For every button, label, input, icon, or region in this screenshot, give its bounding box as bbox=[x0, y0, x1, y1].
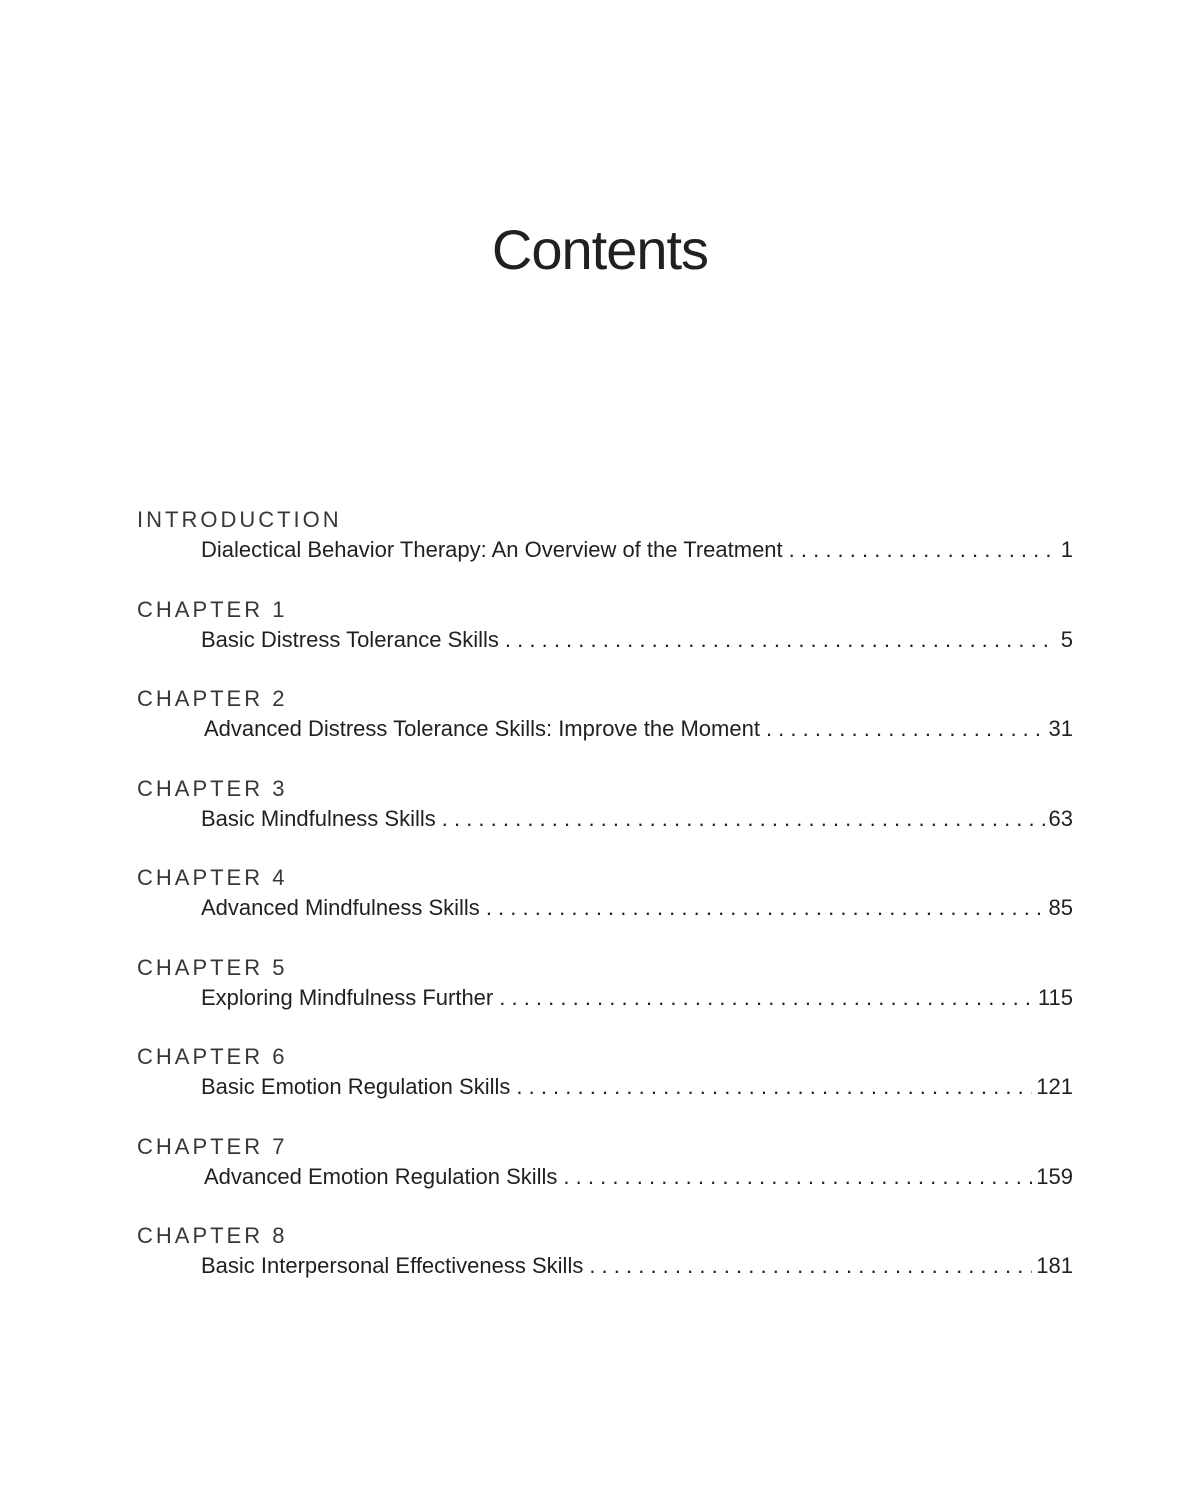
chapter-label: CHAPTER 1 bbox=[137, 596, 288, 622]
entry-line[interactable] bbox=[201, 983, 1073, 1013]
page-number: 63 bbox=[1048, 805, 1073, 831]
entry-line[interactable] bbox=[204, 1162, 1073, 1192]
entry-title: Basic Distress Tolerance Skills bbox=[201, 626, 499, 652]
dot-leader bbox=[499, 983, 1034, 1013]
page-number: 115 bbox=[1037, 984, 1073, 1010]
entry-line[interactable] bbox=[201, 804, 1073, 834]
dot-leader bbox=[563, 1162, 1032, 1192]
chapter-label: CHAPTER 8 bbox=[137, 1223, 288, 1248]
toc-entry-chapter-5[interactable] bbox=[137, 953, 1073, 1043]
dot-leader bbox=[516, 1072, 1032, 1102]
chapter-label: CHAPTER 2 bbox=[137, 686, 288, 711]
chapter-label: CHAPTER 7 bbox=[137, 1133, 288, 1159]
chapter-label: CHAPTER 3 bbox=[137, 775, 288, 801]
dot-leader bbox=[589, 1251, 1032, 1281]
toc-entry-chapter-8[interactable] bbox=[137, 1221, 1073, 1311]
dot-leader bbox=[789, 535, 1057, 565]
dot-leader bbox=[505, 625, 1057, 655]
toc-entry-chapter-4[interactable] bbox=[137, 863, 1073, 953]
entry-title: Exploring Mindfulness Further bbox=[201, 984, 494, 1010]
toc-entry-chapter-2[interactable] bbox=[137, 684, 1073, 774]
entry-title: Advanced Emotion Regulation Skills bbox=[204, 1163, 558, 1189]
toc-entry-chapter-7[interactable] bbox=[137, 1132, 1073, 1222]
entry-line[interactable] bbox=[201, 535, 1073, 565]
page-number: 31 bbox=[1048, 716, 1073, 741]
page-number: 85 bbox=[1048, 895, 1073, 920]
chapter-label: CHAPTER 4 bbox=[137, 865, 288, 890]
dot-leader bbox=[442, 804, 1045, 834]
chapter-label: CHAPTER 5 bbox=[137, 954, 288, 980]
entry-line[interactable] bbox=[201, 1072, 1073, 1102]
page-number: 5 bbox=[1060, 626, 1073, 652]
page-number: 121 bbox=[1036, 1074, 1073, 1099]
entry-title: Advanced Mindfulness Skills bbox=[201, 895, 480, 920]
page-number: 1 bbox=[1060, 537, 1073, 562]
page-title: Contents bbox=[491, 218, 709, 281]
toc-entry-chapter-6[interactable] bbox=[137, 1042, 1073, 1132]
entry-line[interactable] bbox=[204, 714, 1073, 744]
chapter-label: CHAPTER 6 bbox=[137, 1044, 288, 1069]
entry-title: Dialectical Behavior Therapy: An Overview of the Treatment bbox=[201, 537, 783, 562]
chapter-label: INTRODUCTION bbox=[137, 507, 342, 532]
toc-entry-introduction[interactable] bbox=[137, 505, 1073, 595]
entry-line[interactable] bbox=[201, 893, 1073, 923]
dot-leader bbox=[486, 893, 1045, 923]
entry-title: Basic Emotion Regulation Skills bbox=[201, 1074, 511, 1099]
dot-leader bbox=[766, 714, 1045, 744]
table-of-contents bbox=[137, 505, 1073, 1311]
toc-entry-chapter-1[interactable] bbox=[137, 595, 1073, 685]
entry-title: Basic Interpersonal Effectiveness Skills bbox=[201, 1253, 584, 1278]
page-number: 159 bbox=[1036, 1163, 1073, 1189]
entry-line[interactable] bbox=[201, 1251, 1073, 1281]
entry-title: Advanced Distress Tolerance Skills: Improve the Moment bbox=[204, 716, 760, 741]
entry-line[interactable] bbox=[201, 625, 1073, 655]
entry-title: Basic Mindfulness Skills bbox=[201, 805, 436, 831]
toc-entry-chapter-3[interactable] bbox=[137, 774, 1073, 864]
page-number: 181 bbox=[1036, 1253, 1073, 1278]
